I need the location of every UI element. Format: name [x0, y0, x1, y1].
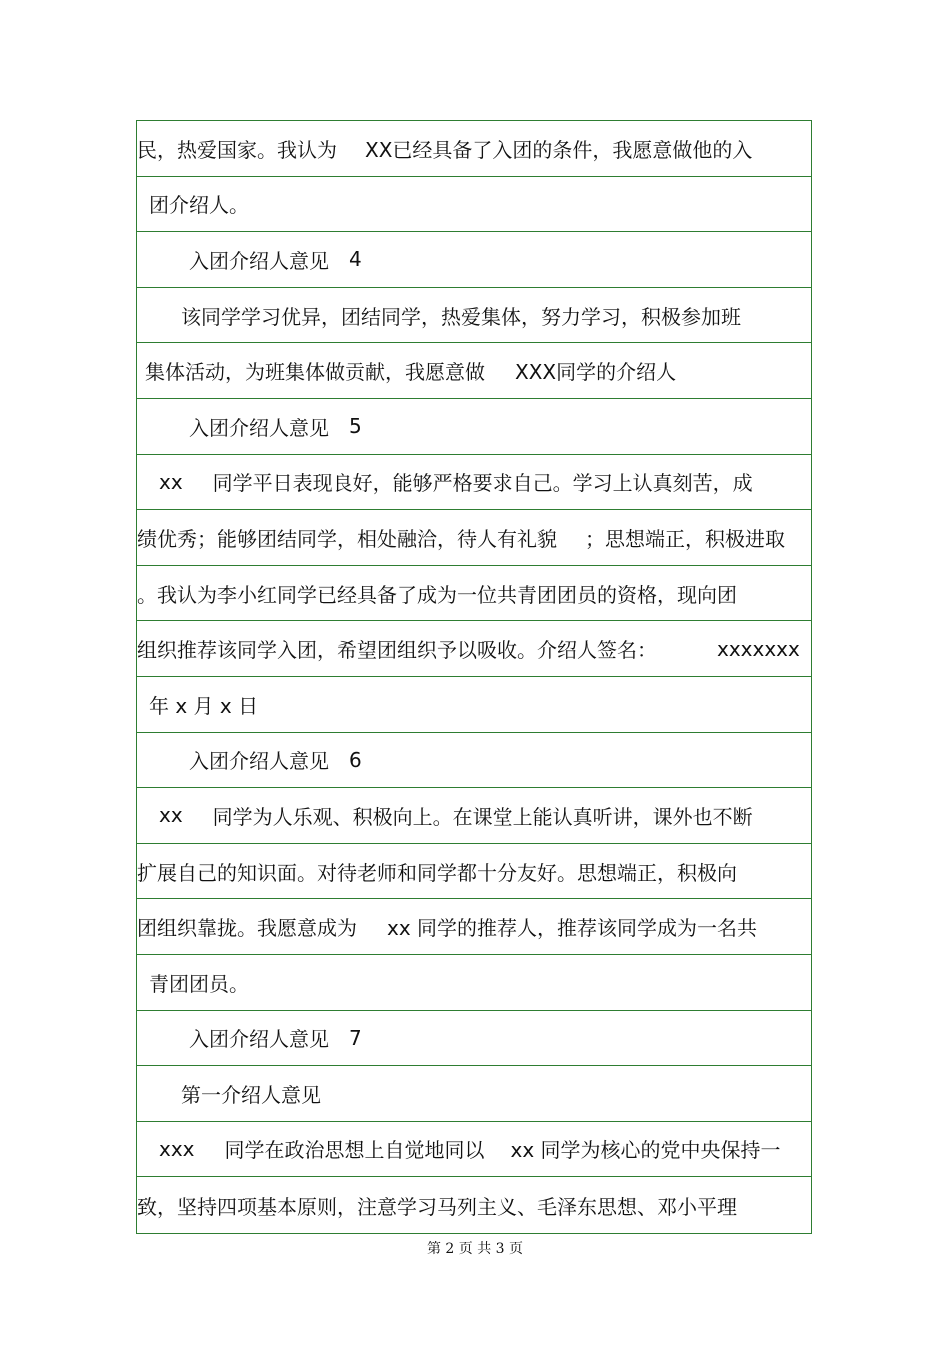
line-text: XXX同学的介绍人 — [515, 360, 677, 385]
line-text: 。我认为李小红同学已经具备了成为一位共青团团员的资格，现向团 — [137, 582, 737, 607]
text-line — [137, 733, 811, 789]
text-line — [137, 621, 811, 677]
text-line — [137, 399, 811, 455]
line-text: 入团介绍人意见 — [189, 1027, 329, 1052]
line-text: 6 — [349, 747, 362, 772]
line-text: xxxxxxx — [717, 636, 800, 661]
line-text: 同学平日表现良好，能够严格要求自己。学习上认真刻苦，成 — [212, 471, 753, 496]
line-text: 入团介绍人意见 — [189, 415, 329, 440]
line-text: 集体活动，为班集体做贡献，我愿意做 — [145, 360, 485, 385]
line-text: 该同学学习优异，团结同学，热爱集体，努力学习，积极参加班 — [181, 304, 741, 329]
line-text: 团介绍人。 — [149, 193, 249, 218]
line-text: 团组织靠拢。我愿意成为 — [137, 916, 357, 941]
line-text: xxx — [159, 1136, 195, 1161]
line-text: 7 — [349, 1025, 362, 1050]
text-line — [137, 844, 811, 900]
text-line — [137, 1122, 811, 1178]
line-text: 同学为人乐观、积极向上。在课堂上能认真听讲，课外也不断 — [212, 804, 753, 829]
line-text: xx 同学为核心的党中央保持一 — [510, 1138, 781, 1163]
document-table — [136, 120, 812, 1234]
text-line — [137, 566, 811, 622]
line-text: 青团团员。 — [149, 971, 249, 996]
text-line — [137, 121, 811, 177]
text-line — [137, 1177, 811, 1233]
text-line — [137, 677, 811, 733]
text-line — [137, 1011, 811, 1067]
text-line — [137, 177, 811, 233]
line-text: xx — [159, 469, 183, 494]
text-line — [137, 343, 811, 399]
line-text: xx 同学的推荐人，推荐该同学成为一名共 — [387, 916, 758, 941]
text-line — [137, 510, 811, 566]
line-text: 同学在政治思想上自觉地同以 — [224, 1138, 485, 1163]
line-text: 民，热爱国家。我认为 — [137, 137, 337, 162]
line-text: 入团介绍人意见 — [189, 248, 329, 273]
line-text: 年 x 月 x 日 — [149, 693, 259, 718]
line-text: 5 — [349, 414, 362, 439]
text-line — [137, 955, 811, 1011]
text-line — [137, 1066, 811, 1122]
line-text: 4 — [349, 247, 362, 272]
line-text: 入团介绍人意见 — [189, 749, 329, 774]
text-line — [137, 455, 811, 511]
line-text: XX已经具备了入团的条件，我愿意做他的入 — [365, 137, 753, 162]
text-line — [137, 288, 811, 344]
text-line — [137, 788, 811, 844]
text-line — [137, 899, 811, 955]
text-line — [137, 232, 811, 288]
line-text: 组织推荐该同学入团，希望团组织予以吸收。介绍人签名： — [137, 638, 657, 663]
line-text: xx — [159, 803, 183, 828]
page-footer: 第 2 页 共 3 页 — [426, 1241, 524, 1257]
line-text: 扩展自己的知识面。对待老师和同学都十分友好。思想端正，积极向 — [137, 860, 737, 885]
line-text: 第一介绍人意见 — [181, 1082, 321, 1107]
line-text: ；思想端正，积极进取 — [585, 526, 785, 551]
line-text: 绩优秀；能够团结同学，相处融洽，待人有礼貌 — [137, 526, 557, 551]
line-text: 致，坚持四项基本原则，注意学习马列主义、毛泽东思想、邓小平理 — [137, 1194, 737, 1219]
